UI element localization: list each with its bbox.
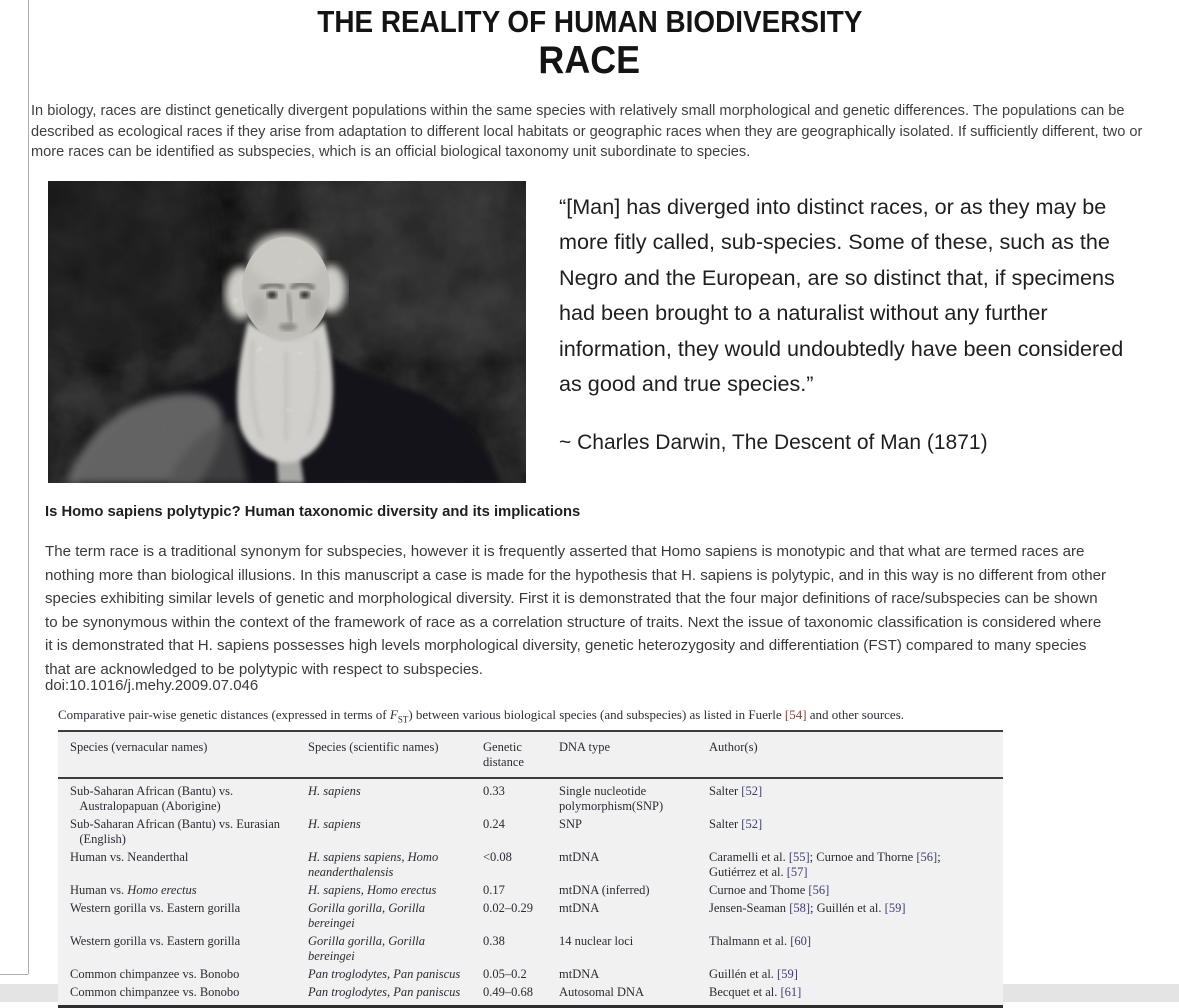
page-left-border — [28, 0, 29, 974]
header-authors: Author(s) — [709, 740, 758, 754]
page-title-line2-text: RACE — [538, 39, 641, 82]
header-genetic-distance: Genetic distance — [483, 740, 524, 769]
cell-scientific: H. sapiens sapiens, Homo neanderthalensis — [308, 850, 439, 879]
table-row — [58, 881, 1003, 899]
doi-text: doi:10.1016/j.mehy.2009.07.046 — [45, 677, 259, 694]
cell-vernacular: Sub-Saharan African (Bantu) vs. Australopapuan (Aborigine) — [70, 784, 234, 813]
caption-text-before: Comparative pair-wise genetic distances (expressed in terms of — [58, 707, 390, 722]
cell-distance: 0.24 — [483, 817, 505, 831]
cell-authors: Guillén et al. [59] — [709, 967, 798, 981]
cell-scientific: Gorilla gorilla, Gorilla bereingei — [308, 901, 426, 930]
cell-dna: Single nucleotide polymorphism(SNP) — [559, 784, 664, 813]
page-title-line1: THE REALITY OF HUMAN BIODIVERSITY — [316, 4, 863, 39]
table-caption — [58, 707, 1058, 725]
cell-authors: Caramelli et al. [55]; Curnoe and Thorne [56]; Gutiérrez et al. [57] — [709, 850, 941, 879]
cell-vernacular: Western gorilla vs. Eastern gorilla — [70, 934, 241, 948]
page-title-line2 — [0, 40, 1179, 82]
cell-distance: 0.49–0.68 — [483, 985, 533, 999]
header-species-scientific: Species (scientific names) — [308, 740, 439, 754]
cell-authors: Curnoe and Thome [56] — [709, 883, 830, 897]
cell-vernacular: Common chimpanzee vs. Bonobo — [70, 985, 240, 999]
cell-vernacular: Common chimpanzee vs. Bonobo — [70, 967, 240, 981]
cell-dna: Autosomal DNA — [559, 985, 645, 999]
cell-authors: Jensen-Seaman [58]; Guillén et al. [59] — [709, 901, 906, 915]
cell-distance: 0.33 — [483, 784, 505, 798]
header-species-vernacular: Species (vernacular names) — [70, 740, 208, 754]
cell-authors: Salter [52] — [709, 817, 763, 831]
cell-dna: mtDNA (inferred) — [559, 883, 650, 897]
paper-title-heading: Is Homo sapiens polytypic? Human taxonomic diversity and its implications — [45, 504, 581, 520]
table-row — [58, 899, 1003, 932]
cell-distance: 0.17 — [483, 883, 505, 897]
cell-scientific: Pan troglodytes, Pan paniscus — [308, 985, 461, 999]
cell-dna: SNP — [559, 817, 582, 831]
table-row — [58, 983, 1003, 1001]
table-row — [58, 932, 1003, 965]
genetic-distance-table — [58, 730, 1003, 1008]
cell-authors: Becquet et al. [61] — [709, 985, 802, 999]
cell-vernacular: Sub-Saharan African (Bantu) vs. Eurasian (English) — [70, 817, 281, 846]
caption-text-after: and other sources. — [806, 707, 904, 722]
cell-scientific: H. sapiens, Homo erectus — [308, 883, 437, 897]
cell-vernacular: Human vs. Homo erectus — [70, 883, 197, 897]
darwin-quote: “[Man] has diverged into distinct races, or as they may be more fitly called, sub-species. Some of these, such as the Negro and the European, are so distinct that, if specimens had been brought to a naturalist without any further information, they would undoubtedly have been considered as good and true species.” — [559, 194, 1124, 397]
caption-fst-symbol: F — [389, 707, 398, 722]
cell-distance: <0.08 — [483, 850, 512, 864]
cell-authors: Thalmann et al. [60] — [709, 934, 812, 948]
caption-text-middle: ) between various biological species (and subspecies) as listed in Fuerle — [408, 707, 785, 722]
table-header-row — [58, 732, 1003, 779]
caption-reference-link[interactable]: [54] — [784, 707, 807, 722]
cell-scientific: Pan troglodytes, Pan paniscus — [308, 967, 461, 981]
cell-dna: mtDNA — [559, 901, 600, 915]
cell-scientific: H. sapiens — [308, 817, 361, 831]
cell-scientific: H. sapiens — [308, 784, 361, 798]
cell-dna: 14 nuclear loci — [559, 934, 634, 948]
intro-paragraph: In biology, races are distinct genetically divergent populations within the same species with relatively small morphological and genetic differences. The populations can be described as ecological races if they arise from adaptation to different local habitats or geographic races when they are geographically isolated. If sufficiently different, two or more races can be identified as subspecies, which is an official biological taxonomy unit subordinate to species. — [31, 103, 1143, 161]
header-dna-type: DNA type — [559, 740, 611, 754]
cell-dna: mtDNA — [559, 967, 600, 981]
charles-darwin-photo — [48, 181, 526, 483]
table-row — [58, 815, 1003, 848]
darwin-portrait-graphic — [48, 181, 526, 483]
table-body — [58, 779, 1003, 1005]
cell-distance: 0.38 — [483, 934, 505, 948]
cell-vernacular: Western gorilla vs. Eastern gorilla — [70, 901, 241, 915]
cell-scientific: Gorilla gorilla, Gorilla bereingei — [308, 934, 426, 963]
table-row — [58, 848, 1003, 881]
cell-distance: 0.02–0.29 — [483, 901, 533, 915]
page-title — [0, 4, 1179, 82]
table-row — [58, 782, 1003, 815]
quote-attribution: ~ Charles Darwin, The Descent of Man (1871) — [559, 431, 988, 454]
caption-fst-subscript: ST — [397, 714, 409, 725]
cell-authors: Salter [52] — [709, 784, 763, 798]
table-row — [58, 965, 1003, 983]
cell-distance: 0.05–0.2 — [483, 967, 527, 981]
cell-vernacular: Human vs. Neanderthal — [70, 850, 189, 864]
page-corner-border — [0, 974, 28, 975]
abstract-paragraph: The term race is a traditional synonym for subspecies, however it is frequently asserted that Homo sapiens is monotypic and that what are termed races are nothing more than biological illusions. In this manuscript a case is made for the hypothesis that H. sapiens is polytypic, and in this way is no different from other species exhibiting similar levels of genetic and morphological diversity. First it is demonstrated that the four major definitions of race/subspecies can be shown to be synonymous within the context of the framework of race as a correlation structure of traits. Next the issue of taxonomic classification is considered where it is demonstrated that H. sapiens possesses high levels morphological diversity, genetic heterozygosity and differentiation (FST) compared to many species that are acknowledged to be polytypic with respect to subspecies. — [45, 543, 1107, 678]
cell-dna: mtDNA — [559, 850, 600, 864]
